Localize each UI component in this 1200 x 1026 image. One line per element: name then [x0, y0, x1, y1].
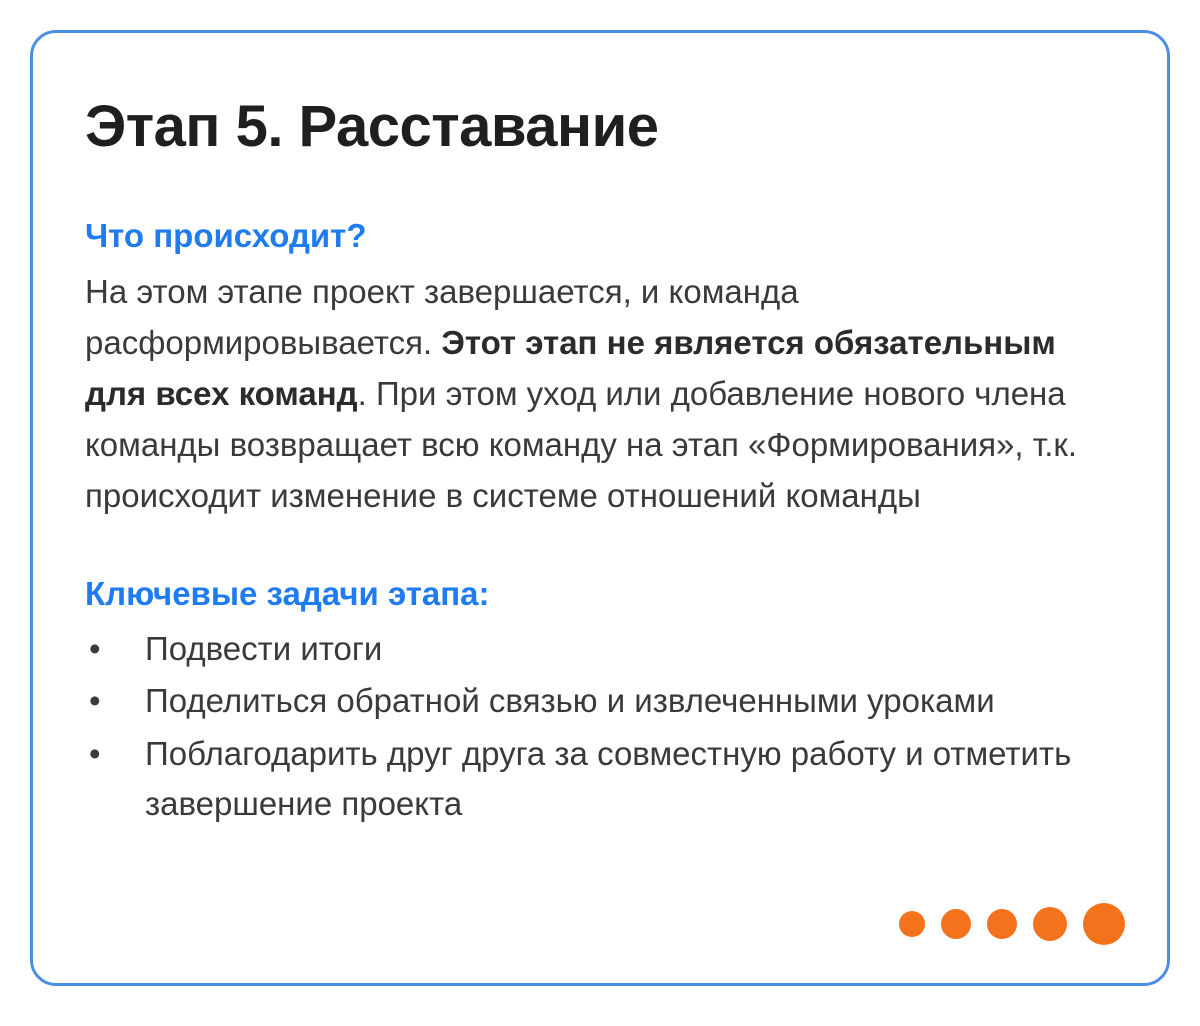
slide-card	[30, 30, 1170, 986]
section-heading-what-happens: Что происходит?	[85, 216, 367, 254]
progress-dot-4	[1033, 907, 1067, 941]
list-item-label: Поделиться обратной связью и извлеченными уроками	[145, 682, 995, 720]
section-spacer	[85, 521, 1115, 573]
list-item	[85, 624, 1115, 674]
progress-dot-2	[941, 909, 971, 939]
progress-dot-1	[899, 911, 925, 937]
list-item	[85, 729, 1115, 829]
list-item-label: Поблагодарить друг друга за совместную работу и отметить завершение проекта	[145, 734, 1072, 822]
paragraph-text-bold: Этот этап не является обязательным для всех команд	[85, 323, 1056, 412]
progress-dot-5-active	[1083, 903, 1125, 945]
paragraph-text-part2: . При этом уход или добавление нового члена команды возвращает всю команду на этап «Формирования», т.к. происходит изменение в системе отношений команды	[85, 374, 1077, 515]
key-tasks-list	[85, 624, 1115, 829]
list-item-label: Подвести итоги	[145, 630, 383, 668]
progress-dot-3	[987, 909, 1017, 939]
page-title: Этап 5. Расставание	[85, 94, 659, 159]
section-paragraph-what-happens	[85, 266, 1085, 522]
slide-content	[85, 95, 1115, 953]
section-heading-key-tasks: Ключевые задачи этапа:	[85, 575, 490, 613]
progress-dots	[899, 903, 1125, 945]
paragraph-text-part1: На этом этапе проект завершается, и команда расформировывается.	[85, 272, 799, 361]
bullet-icon: •	[89, 682, 101, 720]
list-item	[85, 676, 1115, 726]
bullet-icon: •	[89, 630, 101, 668]
bullet-icon: •	[89, 734, 101, 772]
